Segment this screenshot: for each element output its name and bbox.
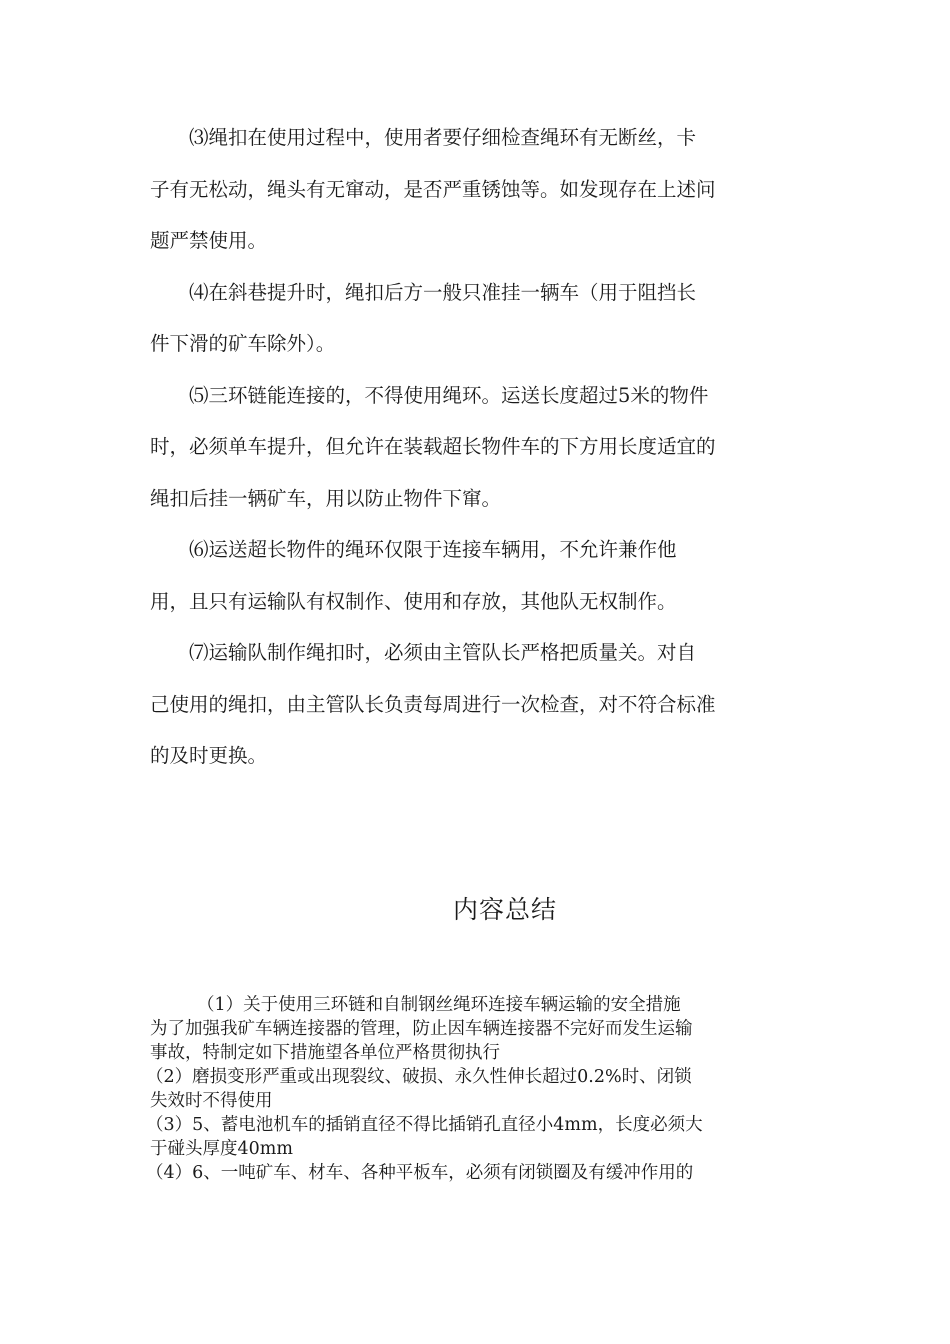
summary-row: （3）5、蓄电池机车的插销直径不得比插销孔直径小4mm，长度必须大 [146, 1115, 703, 1135]
summary-body [146, 993, 810, 1185]
text-line: 的及时更换。 [150, 744, 268, 767]
text-line: ⑺运输队制作绳扣时，必须由主管队长严格把质量关。对自 [189, 641, 697, 664]
summary-row: （1）关于使用三环链和自制钢丝绳环连接车辆运输的安全措施 [197, 995, 681, 1015]
text-line: 绳扣后挂一辆矿车，用以防止物件下窜。 [150, 486, 502, 510]
paragraph-4 [150, 267, 800, 370]
text-line: 件下滑的矿车除外）。 [150, 332, 336, 355]
text-line: 子有无松动，绳头有无窜动，是否严重锈蚀等。如发现存在上述问 [150, 177, 716, 201]
summary-row: 失效时不得使用 [150, 1091, 273, 1111]
body-text [150, 112, 800, 782]
text-line: 用，且只有运输队有权制作、使用和存放，其他队无权制作。 [150, 589, 677, 613]
text-line: ⑸三环链能连接的，不得使用绳环。运送长度超过5米的物件 [189, 383, 709, 407]
paragraph-3 [150, 112, 800, 267]
summary-row: 事故，特制定如下措施望各单位严格贯彻执行 [150, 1043, 500, 1063]
text-line: 己使用的绳扣，由主管队长负责每周进行一次检查，对不符合标准 [150, 692, 716, 716]
summary-row: 于碰头厚度40mm [150, 1139, 293, 1159]
text-line: ⑶绳扣在使用过程中，使用者要仔细检查绳环有无断丝，卡 [189, 126, 697, 149]
paragraph-7 [150, 627, 800, 782]
paragraph-6 [150, 524, 800, 627]
text-line: ⑹运送超长物件的绳环仅限于连接车辆用，不允许兼作他 [189, 538, 677, 561]
summary-row: 为了加强我矿车辆连接器的管理，防止因车辆连接器不完好而发生运输 [150, 1019, 693, 1039]
summary-row: （4）6、一吨矿车、材车、各种平板车，必须有闭锁圈及有缓冲作用的 [146, 1163, 694, 1183]
text-line: 时，必须单车提升，但允许在装载超长物件车的下方用长度适宜的 [150, 435, 716, 458]
summary-title: 内容总结 [452, 895, 557, 924]
paragraph-5 [150, 370, 800, 525]
text-line: 题严禁使用。 [150, 229, 268, 252]
text-line: ⑷在斜巷提升时，绳扣后方一般只准挂一辆车（用于阻挡长 [189, 280, 697, 304]
summary-row: （2）磨损变形严重或出现裂纹、破损、永久性伸长超过0.2%时、闭锁 [146, 1067, 692, 1087]
